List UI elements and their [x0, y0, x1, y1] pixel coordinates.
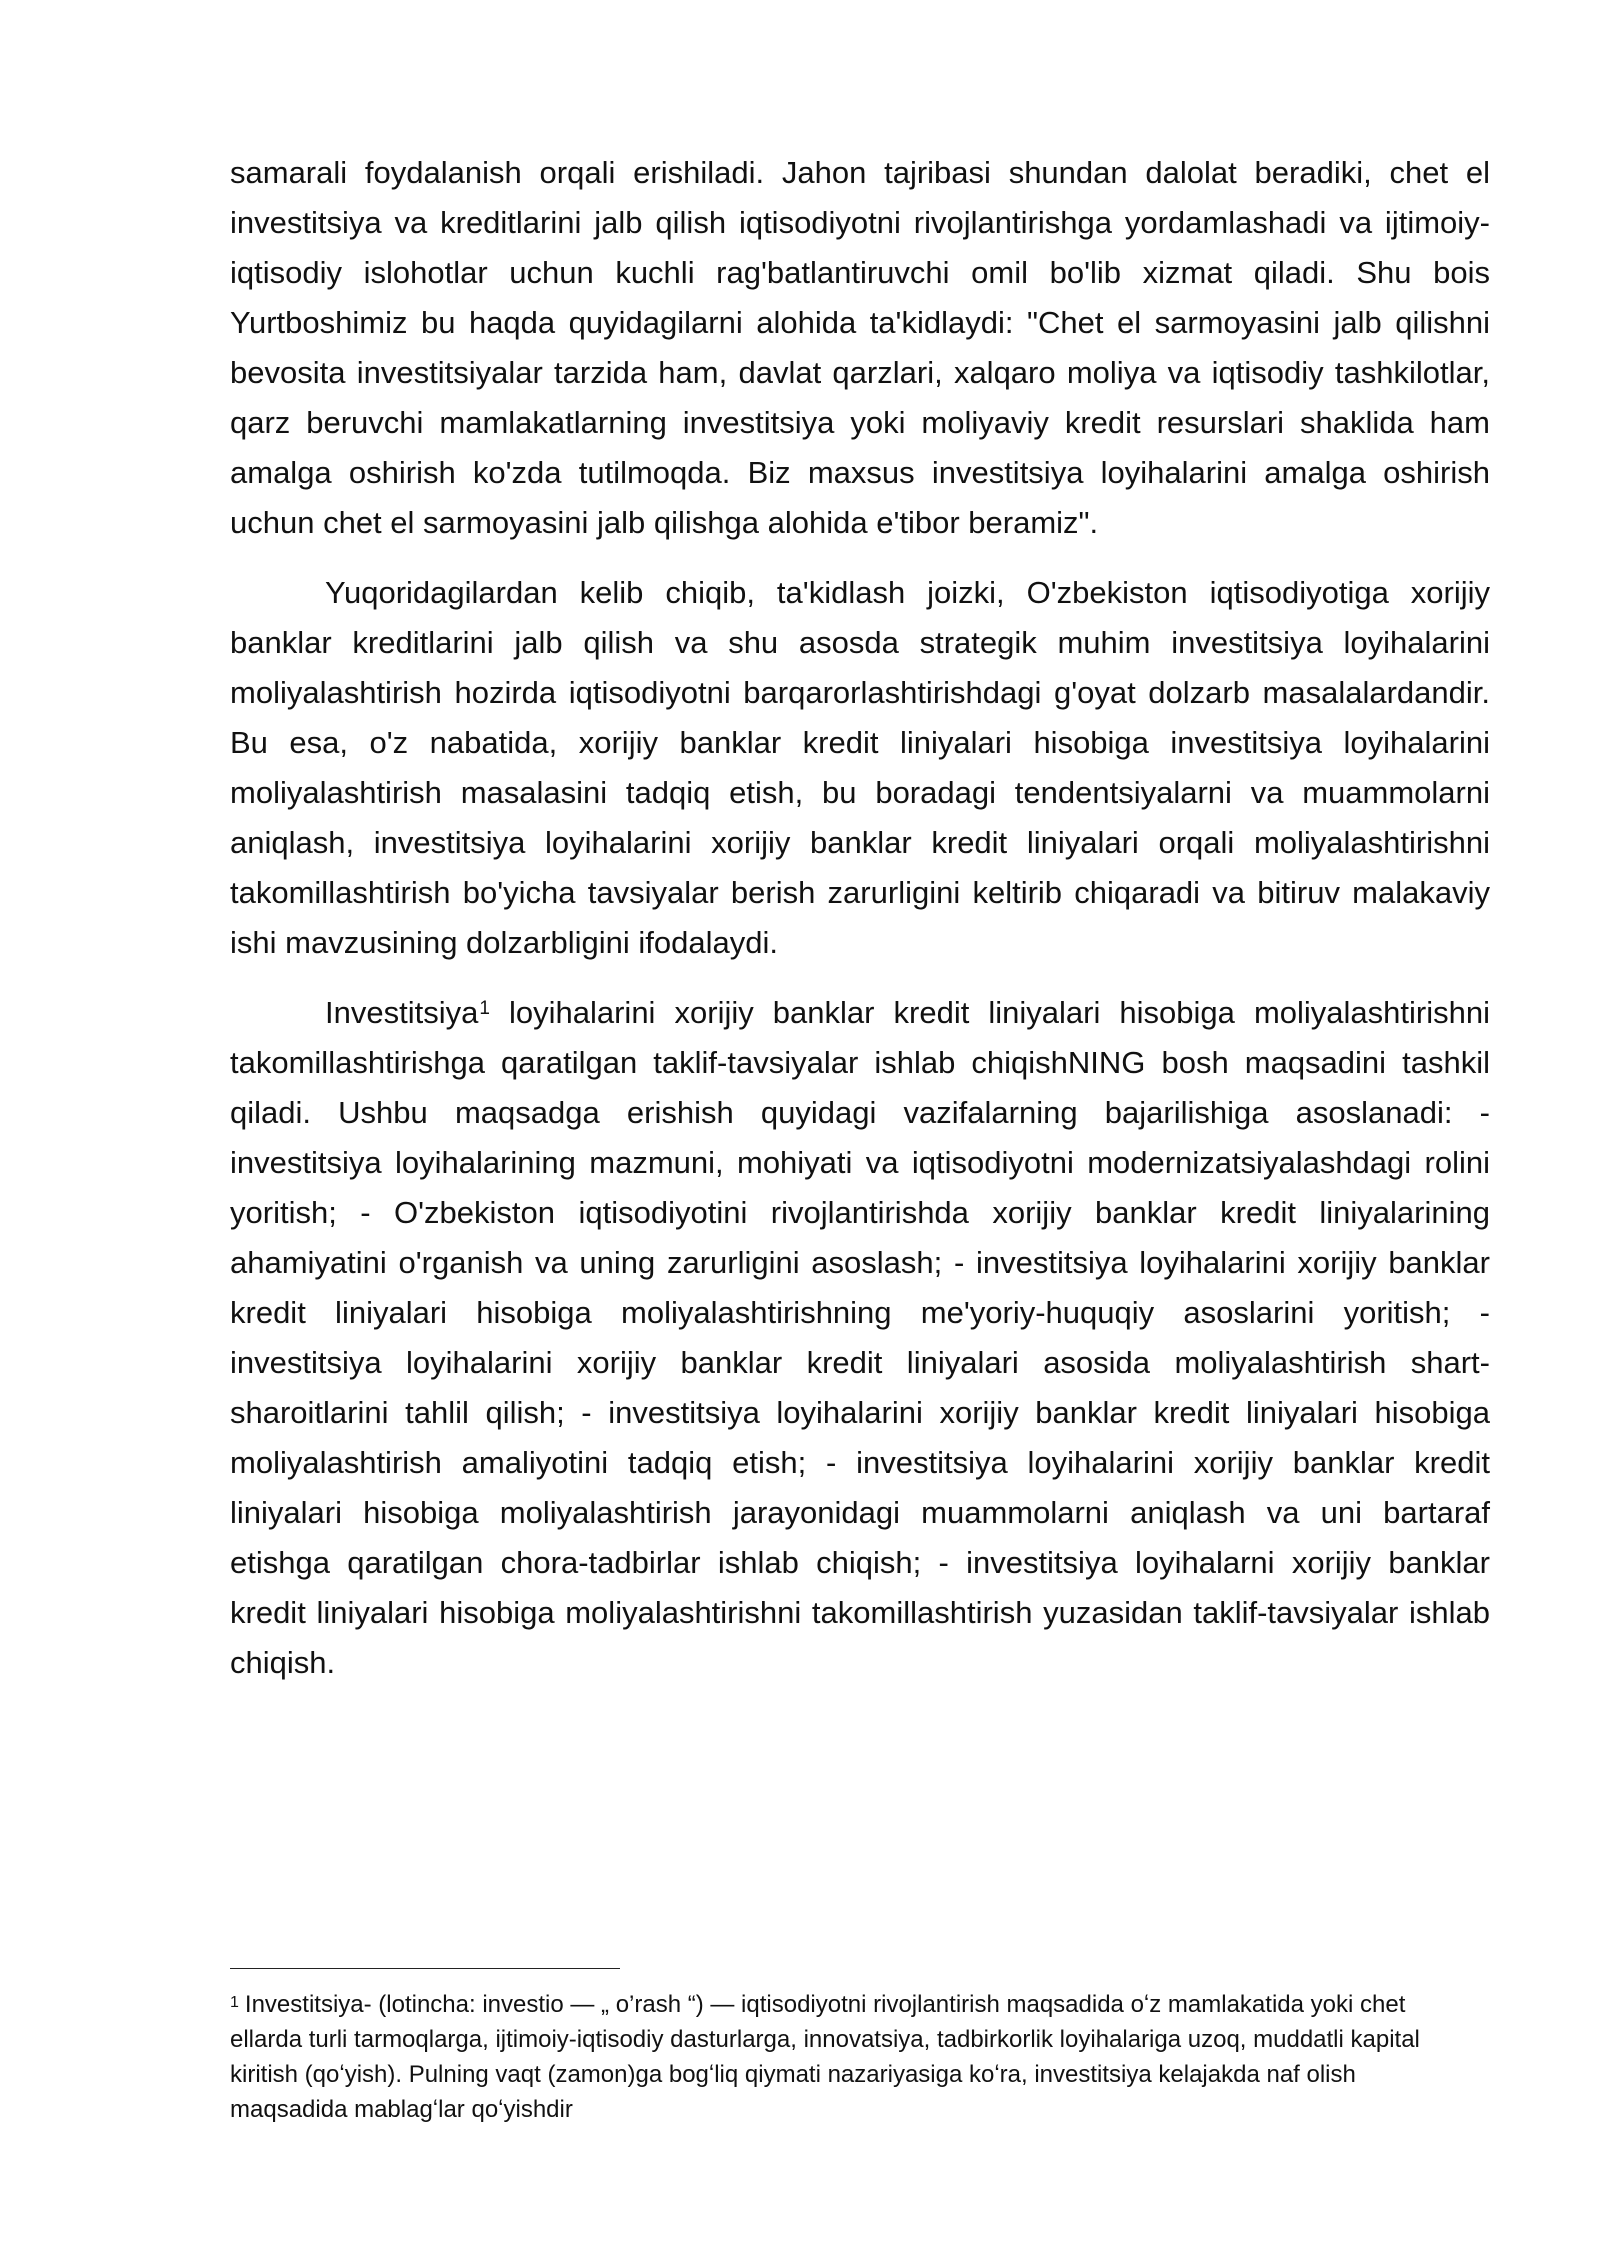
footnote-text: Investitsiya- (lotincha: investio — „ o’rash “) — iqtisodiyotni rivojlantirish maqsadida oʻz mamlakatida yoki chet ellarda turli tarmoqlarga, ijtimoiy-iqtisodiy dasturlarga, innovatsiya, tadbirkorlik loyihalariga uzoq, muddatli kapital kiritish (qoʻyish). Pulning vaqt (zamon)ga bogʻliq qiymati nazariyasiga koʻra, investitsiya kelajakda naf olish maqsadida mablagʻlar qoʻyishdir	[230, 1991, 1420, 2123]
footnote-separator	[230, 1968, 620, 1969]
paragraph-1: samarali foydalanish orqali erishiladi. Jahon tajribasi shundan dalolat beradiki, chet el investitsiya va kreditlarini jalb qilish iqtisodiyotni rivojlantirishga yordamlashadi va ijtimoiy-iqtisodiy islohotlar uchun kuchli rag'batlantiruvchi omil bo'lib xizmat qiladi. Shu bois Yurtboshimiz bu haqda quyidagilarni alohida ta'kidlaydi: "Chet el sarmoyasini jalb qilishni bevosita investitsiyalar tarzida ham, davlat qarzlari, xalqaro moliya va iqtisodiy tashkilotlar, qarz beruvchi mamlakatlarning investitsiya yoki moliyaviy kredit resurslari shaklida ham amalga oshirish ko'zda tutilmoqda. Biz maxsus investitsiya loyihalarini amalga oshirish uchun chet el sarmoyasini jalb qilishga alohida e'tibor beramiz".	[230, 155, 1490, 540]
footnote-marker: 1	[230, 1994, 239, 2011]
paragraph-3-first-word: Investitsiya	[325, 995, 479, 1030]
paragraph-3	[230, 988, 1490, 1688]
footnote	[230, 1987, 1470, 2127]
paragraph-2: Yuqoridagilardan kelib chiqib, ta'kidlash joizki, O'zbekiston iqtisodiyotiga xorijiy banklar kreditlarini jalb qilish va shu asosda strategik muhim investitsiya loyihalarini moliyalashtirish hozirda iqtisodiyotni barqarorlashtirishdagi g'oyat dolzarb masalalardandir. Bu esa, o'z nabatida, xorijiy banklar kredit liniyalari hisobiga investitsiya loyihalarini moliyalashtirish masalasini tadqiq etish, bu boradagi tendentsiyalarni va muammolarni aniqlash, investitsiya loyihalarini xorijiy banklar kredit liniyalari orqali moliyalashtirishni takomillashtirish bo'yicha tavsiyalar berish zarurligini keltirib chiqaradi va bitiruv malakaviy ishi mavzusining dolzarbligini ifodalaydi.	[230, 575, 1490, 960]
footnote-reference[interactable]: 1	[479, 998, 490, 1019]
paragraph-3-text: loyihalarini xorijiy banklar kredit liniyalari hisobiga moliyalashtirishni takomillashtirishga qaratilgan taklif-tavsiyalar ishlab chiqishNING bosh maqsadini tashkil qiladi. Ushbu maqsadga erishish quyidagi vazifalarning bajarilishiga asoslanadi: - investitsiya loyihalarining mazmuni, mohiyati va iqtisodiyotni modernizatsiyalashdagi rolini yoritish; - O'zbekiston iqtisodiyotini rivojlantirishda xorijiy banklar kredit liniyalarining ahamiyatini o'rganish va uning zarurligini asoslash; - investitsiya loyihalarini xorijiy banklar kredit liniyalari hisobiga moliyalashtirishning me'yoriy-huquqiy asoslarini yoritish; - investitsiya loyihalarini xorijiy banklar kredit liniyalari asosida moliyalashtirish shart-sharoitlarini tahlil qilish; - investitsiya loyihalarini xorijiy banklar kredit liniyalari hisobiga moliyalashtirish amaliyotini tadqiq etish; - investitsiya loyihalarini xorijiy banklar kredit liniyalari hisobiga moliyalashtirish jarayonidagi muammolarni aniqlash va uni bartaraf etishga qaratilgan chora-tadbirlar ishlab chiqish; - investitsiya loyihalarni xorijiy banklar kredit liniyalari hisobiga moliyalashtirishni takomillashtirish yuzasidan taklif-tavsiyalar ishlab chiqish.	[230, 995, 1490, 1680]
body-text	[230, 148, 1490, 1708]
